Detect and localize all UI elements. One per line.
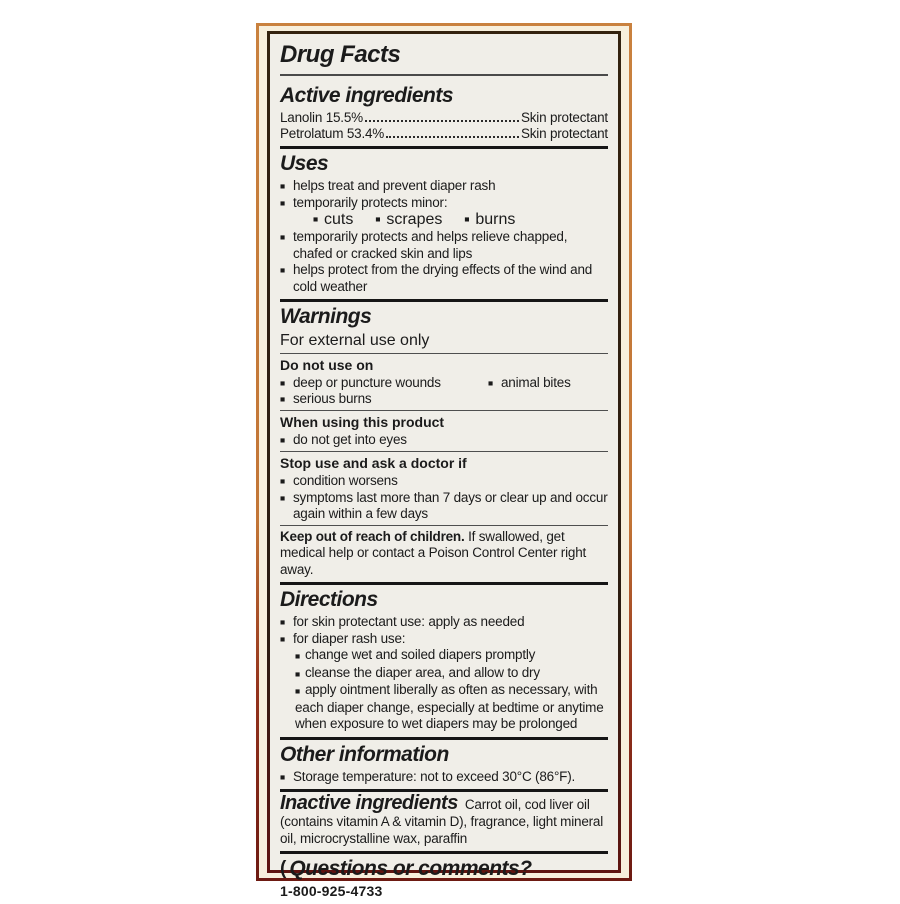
when-using-item-text: do not get into eyes <box>293 432 407 447</box>
uses-item-text: temporarily protects and helps relieve chapped, chafed or cracked skin and lips <box>293 229 568 261</box>
square-bullet-icon: ■ <box>280 197 285 208</box>
section-divider-thin <box>280 410 608 411</box>
inactive-ingredients-section <box>280 789 608 851</box>
uses-item-text: temporarily protects minor: <box>293 194 448 210</box>
inactive-ingredients-paragraph <box>280 792 608 847</box>
ingredient-name: Lanolin 15.5% <box>280 110 363 125</box>
uses-sub-item <box>313 211 353 229</box>
stop-use-heading: Stop use and ask a doctor if <box>280 455 467 471</box>
warnings-section <box>280 299 608 582</box>
title-section <box>280 36 608 81</box>
directions-sub-item <box>295 665 608 683</box>
square-bullet-icon: ■ <box>280 435 285 445</box>
directions-sub-item-text: cleanse the diaper area, and allow to dry <box>304 664 540 680</box>
directions-sub-item-text: apply ointment liberally as often as necessary, with each diaper change, especially at bedtime or anytime when exposure to wet diapers may be prolonged <box>295 682 604 731</box>
uses-sub-items-row <box>280 211 608 229</box>
uses-item <box>280 178 608 195</box>
directions-item-text: for diaper rash use: <box>293 630 406 646</box>
inactive-ingredients-text: Carrot oil, cod liver oil (contains vitamin A & vitamin D), fragrance, light mineral oil, microcrystalline wax, paraffin <box>280 797 604 846</box>
directions-sub-item <box>295 647 608 665</box>
uses-item-text: helps treat and prevent diaper rash <box>293 178 496 193</box>
uses-item-text: helps protect from the drying effects of the wind and cold weather <box>293 262 593 294</box>
phone-icon: ( <box>280 858 287 879</box>
do-not-use-item <box>280 375 488 392</box>
stop-use-item-text: condition worsens <box>293 473 398 488</box>
square-bullet-icon: ■ <box>280 265 285 275</box>
other-information-heading: Other information <box>280 742 449 766</box>
directions-item-text: for skin protectant use: apply as needed <box>293 614 525 629</box>
warnings-heading: Warnings <box>280 305 372 328</box>
stop-use-item-text: symptoms last more than 7 days or clear up and occur again within a few days <box>293 489 608 521</box>
ingredient-purpose: Skin protectant <box>520 110 608 125</box>
ingredient-name: Petrolatum 53.4% <box>280 126 385 141</box>
when-using-heading: When using this product <box>280 414 445 430</box>
do-not-use-item <box>280 391 608 408</box>
square-bullet-icon: ■ <box>488 377 493 388</box>
ingredient-row <box>280 126 608 142</box>
keep-out-text: If swallowed, get medical help or contact a Poison Control Center right away. <box>280 528 587 577</box>
square-bullet-icon: ■ <box>375 214 381 224</box>
other-information-item <box>280 769 608 786</box>
directions-section <box>280 582 608 737</box>
directions-sub-items <box>280 647 608 733</box>
section-divider-thin <box>280 353 608 354</box>
do-not-use-item-text: deep or puncture wounds <box>293 374 441 390</box>
square-bullet-icon: ■ <box>295 651 300 661</box>
dotted-leader <box>386 136 519 138</box>
section-divider-thin <box>280 525 608 526</box>
directions-sub-item-text: change wet and soiled diapers promptly <box>304 647 536 662</box>
directions-sub-item <box>295 682 608 733</box>
drug-facts-panel <box>267 31 621 899</box>
do-not-use-item-text: animal bites <box>501 374 571 390</box>
do-not-use-item-text: serious burns <box>293 391 372 406</box>
package-edge <box>256 23 632 899</box>
do-not-use-heading: Do not use on <box>280 356 374 373</box>
other-information-item-text: Storage temperature: not to exceed 30°C (86°F). <box>293 768 576 784</box>
square-bullet-icon: ■ <box>280 181 285 191</box>
do-not-use-row <box>280 375 608 392</box>
square-bullet-icon: ■ <box>280 232 285 242</box>
phone-number: 1-800-925-4733 <box>280 883 383 899</box>
square-bullet-icon: ■ <box>280 394 285 404</box>
questions-heading: Questions or comments? <box>289 857 532 880</box>
square-bullet-icon: ■ <box>295 668 300 679</box>
questions-section <box>280 851 608 904</box>
uses-sub-item-text: scrapes <box>386 211 443 228</box>
uses-sub-item-text: burns <box>475 211 516 228</box>
title-rule <box>280 74 608 76</box>
questions-heading-row <box>280 856 608 883</box>
uses-item <box>280 195 608 212</box>
square-bullet-icon: ■ <box>280 617 285 627</box>
drug-facts-title: Drug Facts <box>280 41 401 68</box>
inactive-ingredients-heading: Inactive ingredients <box>280 792 458 814</box>
uses-sub-item <box>464 211 515 229</box>
stop-use-item <box>280 490 608 523</box>
ingredient-row <box>280 110 608 126</box>
external-use-statement: For external use only <box>280 332 430 349</box>
when-using-item <box>280 432 608 449</box>
uses-item <box>280 262 608 295</box>
directions-item <box>280 631 608 648</box>
directions-heading: Directions <box>280 588 378 611</box>
active-ingredients-heading: Active ingredients <box>280 84 454 107</box>
other-information-section <box>280 737 608 790</box>
directions-item <box>280 614 608 631</box>
section-divider-thin <box>280 451 608 452</box>
uses-sub-item-text: cuts <box>324 211 354 228</box>
square-bullet-icon: ■ <box>280 476 285 486</box>
uses-heading: Uses <box>280 152 329 175</box>
square-bullet-icon: ■ <box>313 214 319 224</box>
uses-section <box>280 146 608 299</box>
active-ingredients-section <box>280 81 608 146</box>
square-bullet-icon: ■ <box>464 214 470 224</box>
square-bullet-icon: ■ <box>295 686 300 696</box>
uses-sub-item <box>375 211 442 229</box>
square-bullet-icon: ■ <box>280 633 285 644</box>
dotted-leader <box>365 120 519 122</box>
uses-item <box>280 229 608 262</box>
do-not-use-item <box>488 375 571 392</box>
square-bullet-icon: ■ <box>280 492 285 503</box>
stop-use-item <box>280 473 608 490</box>
ingredient-purpose: Skin protectant <box>520 126 608 141</box>
keep-out-bold: Keep out of reach of children. <box>280 528 465 544</box>
square-bullet-icon: ■ <box>280 377 285 388</box>
keep-out-of-reach-statement <box>280 529 608 579</box>
square-bullet-icon: ■ <box>280 771 285 782</box>
